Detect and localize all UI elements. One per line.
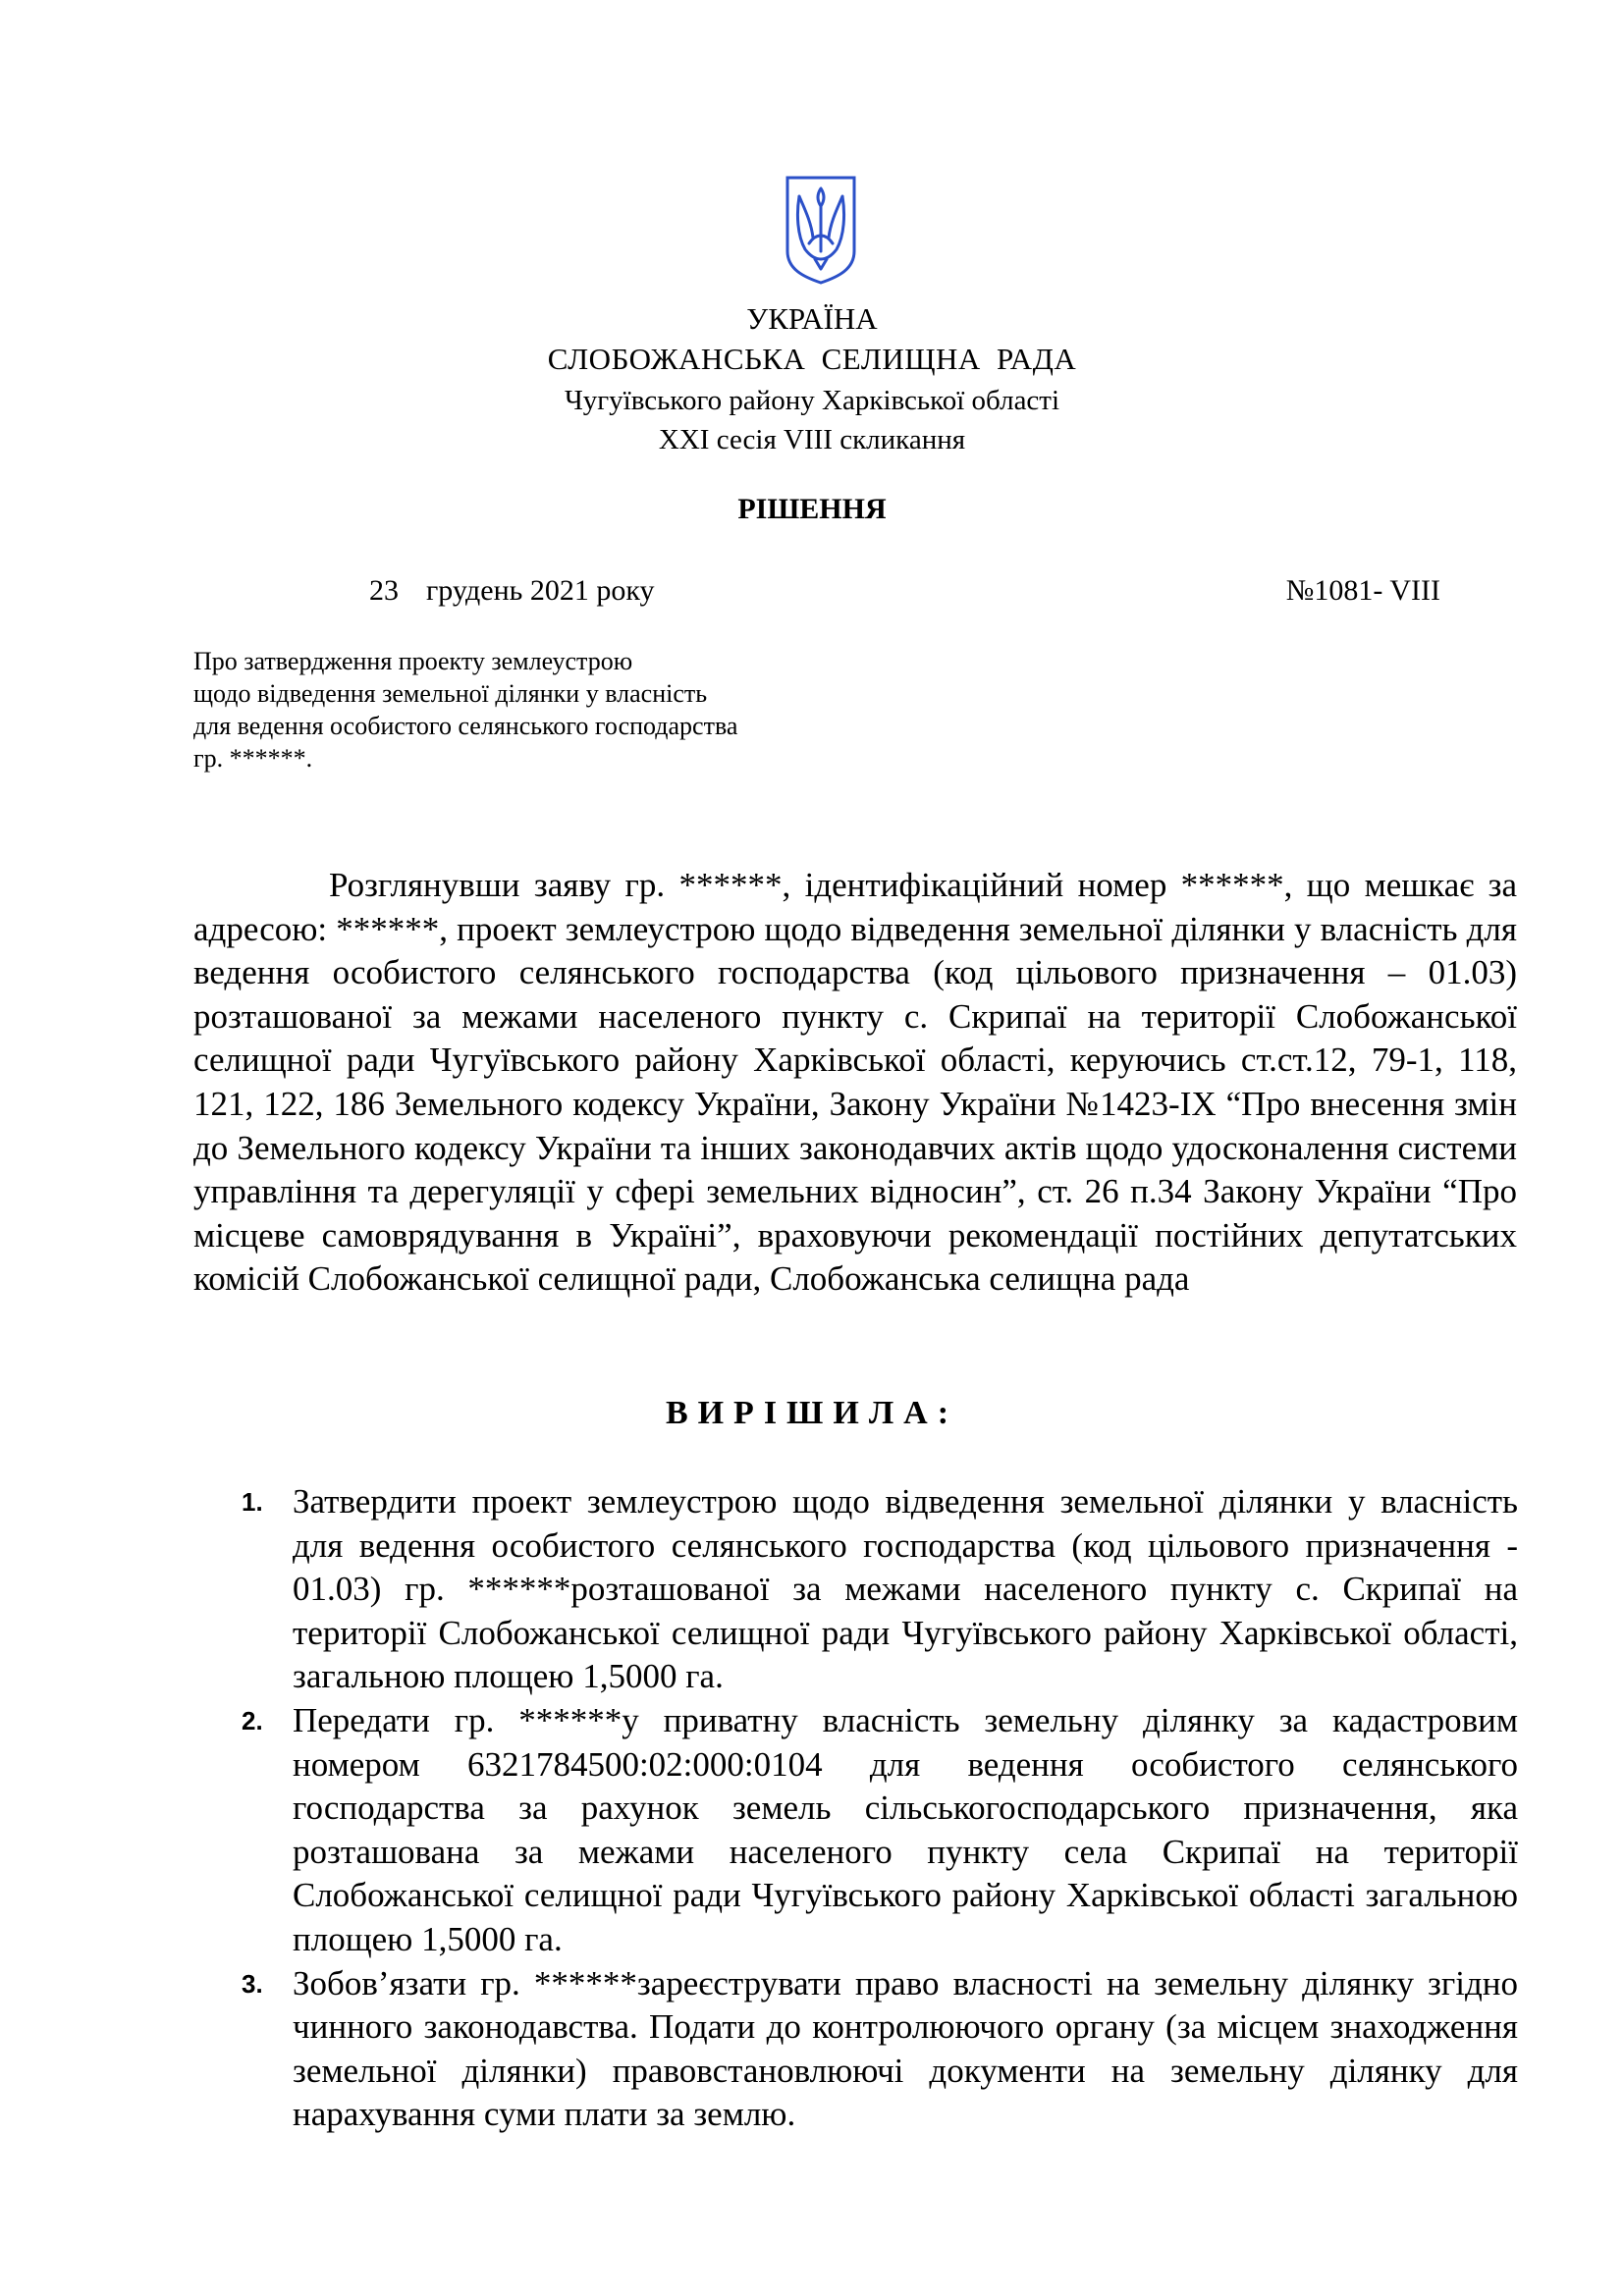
district-heading: Чугуївського району Харківської області xyxy=(564,385,1060,416)
subject-line: гр. ******. xyxy=(193,744,313,773)
session-heading: ХХІ сесія VIII скликання xyxy=(658,424,966,455)
coat-of-arms-icon xyxy=(784,175,858,285)
decision-item-number: 3. xyxy=(242,1968,263,1999)
decision-date xyxy=(369,572,655,610)
document-type-heading: РІШЕННЯ xyxy=(737,493,887,525)
decision-item-text: Передати гр. ******у приватну власність земельну ділянку за кадастровим номером 6321784500:02:000:0104 для ведення особистого селянського господарства за рахунок земель сільськогосподарського призначення, яка розташована за межами населеного пункту села Скрипаї на території Слобожанської селищної ради Чугуївського району Харківської області загальною площею 1,5000 га. xyxy=(293,1700,1518,1958)
resolved-heading: ВИРІШИЛА: xyxy=(665,1395,959,1431)
decision-item-text: Затвердити проект землеустрою щодо відведення земельної ділянки у власність для ведення особистого селянського господарства (код цільового призначення - 01.03) гр. ******розташованої за межами населеного пункту с. Скрипаї на території Слобожанської селищної ради Чугуївського району Харківської області, загальною площею 1,5000 га. xyxy=(293,1482,1518,1696)
preamble-paragraph: Розглянувши заяву гр. ******, ідентифікаційний номер ******, що мешкає за адресою: ******, проект землеустрою щодо відведення земельної ділянки у власність для ведення особистого селянського господарства (код цільового призначення – 01.03) розташованої за межами населеного пункту с. Скрипаї на території Слобожанської селищної ради Чугуївського району Харківської області, керуючись ст.ст.12, 79-1, 118, 121, 122, 186 Земельного кодексу України, Закону України №1423-IX “Про внесення змін до Земельного кодексу України та інших законодавчих актів щодо удосконалення системи управління та дерегуляції у сфері земельних відносин”, ст. 26 п.34 Закону України “Про місцеве самоврядування в Україні”, враховуючи рекомендації постійних депутатських комісій Слобожанської селищної ради, Слобожанська селищна рада xyxy=(193,866,1517,1299)
decision-subject xyxy=(193,645,881,774)
decision-item xyxy=(242,1699,1518,1962)
decision-item-text: Зобов’язати гр. ******зареєструвати право власності на земельну ділянку згідно чинного законодавства. Подати до контролюючого органу (за місцем знаходження земельної ділянки) правовстановлюючі документи на земельну ділянку для нарахування суми плати за землю. xyxy=(293,1963,1518,2134)
decisions-list xyxy=(242,1480,1518,2137)
decision-number: №1081- VIII xyxy=(1285,574,1440,607)
decision-item xyxy=(242,1480,1518,1699)
subject-line: щодо відведення земельної ділянки у власність xyxy=(193,679,708,708)
subject-line: для ведення особистого селянського господарства xyxy=(193,712,738,740)
date-month-year: грудень 2021 року xyxy=(426,574,655,607)
country-heading: УКРАЇНА xyxy=(746,301,878,336)
decision-item-number: 2. xyxy=(242,1705,263,1735)
council-heading: СЛОБОЖАНСЬКА СЕЛИЩНА РАДА xyxy=(547,342,1077,376)
decision-item-number: 1. xyxy=(242,1487,263,1517)
decision-item xyxy=(242,1962,1518,2137)
date-day: 23 xyxy=(369,574,399,607)
subject-line: Про затвердження проекту землеустрою xyxy=(193,647,633,675)
